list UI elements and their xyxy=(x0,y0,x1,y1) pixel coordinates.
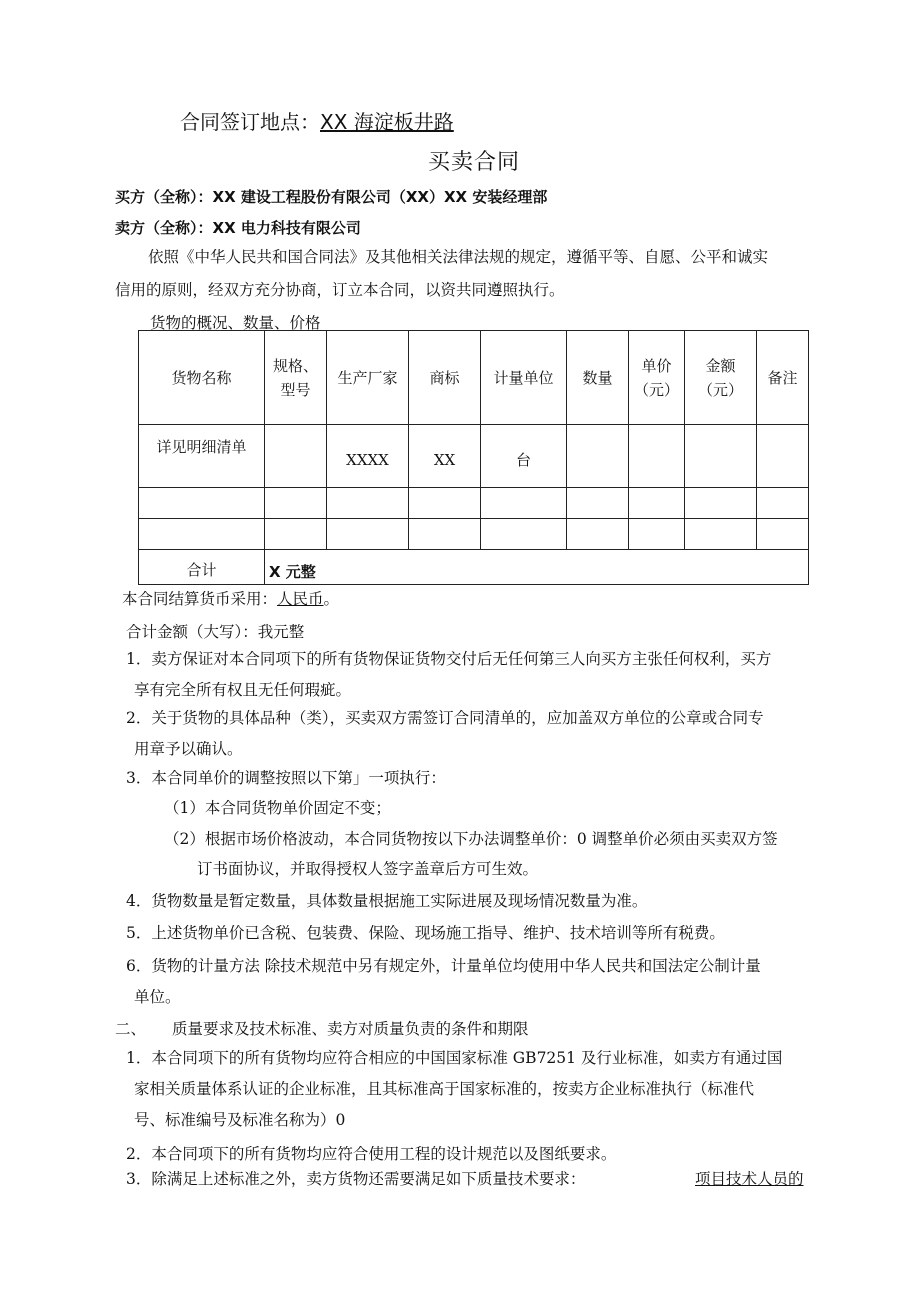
table-header-row xyxy=(139,331,809,425)
total-value: X 元整 xyxy=(265,550,809,585)
section-2-clause-1-line-2: 家相关质量体系认证的企业标准，且其标准高于国家标准的，按卖方企业标准执行（标准代 xyxy=(134,1080,755,1098)
header-unit: 计量单位 xyxy=(481,331,567,425)
cell-spec xyxy=(265,425,327,488)
table-row xyxy=(139,519,809,550)
currency-line xyxy=(122,587,339,609)
section-2-number: 二、 xyxy=(115,1020,147,1038)
table-row xyxy=(139,425,809,488)
clause-3: 3．本合同单价的调整按照以下第」一项执行： xyxy=(126,769,446,787)
cell-price xyxy=(629,425,685,488)
header-qty: 数量 xyxy=(567,331,629,425)
cell-name: 详见明细清单 xyxy=(139,425,265,488)
header-price-line-1: 单价 xyxy=(641,356,672,375)
header-amount-line-1: 金额 xyxy=(705,356,736,375)
signing-place xyxy=(180,106,454,135)
clause-1-line-1: 1．卖方保证对本合同项下的所有货物保证货物交付后无任何第三人向买方主张任何权利，买方 xyxy=(126,650,772,668)
header-name: 货物名称 xyxy=(139,331,265,425)
clause-3-option-1: （1）本合同货物单价固定不变； xyxy=(164,799,391,817)
section-2-clause-2: 2．本合同项下的所有货物均应符合使用工程的设计规范以及图纸要求。 xyxy=(126,1145,617,1163)
header-spec-line-1: 规格、 xyxy=(272,356,318,375)
header-amount-line-2: （元） xyxy=(697,380,743,399)
cell-amount xyxy=(685,425,757,488)
table-row xyxy=(139,488,809,519)
section-2-clause-3-fill: 项目技术人员的 xyxy=(695,1170,804,1188)
currency-label: 本合同结算货币采用： xyxy=(122,590,278,608)
goods-table-caption: 货物的概况、数量、价格 xyxy=(150,314,321,332)
seller-line: 卖方（全称）：XX 电力科技有限公司 xyxy=(115,219,361,237)
header-brand: 商标 xyxy=(409,331,481,425)
header-price xyxy=(629,331,685,425)
clause-3-option-2-line-1: （2）根据市场价格波动，本合同货物按以下办法调整单价：0 调整单价必须由买卖双方签 xyxy=(164,830,778,848)
clause-4: 4．货物数量是暂定数量，具体数量根据施工实际进展及现场情况数量为准。 xyxy=(126,892,648,910)
header-price-line-2: （元） xyxy=(633,380,679,399)
cell-brand: XX xyxy=(409,425,481,488)
clause-3-option-2-line-2: 订书面协议，并取得授权人签字盖章后方可生效。 xyxy=(197,860,539,878)
section-2-clause-1-line-3: 号、标准编号及标准名称为）0 xyxy=(134,1111,346,1129)
cell-remark xyxy=(757,425,809,488)
clause-6-line-2: 单位。 xyxy=(134,988,181,1006)
clause-2-line-1: 2．关于货物的具体品种（类），买卖双方需签订合同清单的，应加盖双方单位的公章或合同专 xyxy=(126,709,764,727)
signing-place-value: XX 海淀板井路 xyxy=(320,110,454,134)
buyer-line: 买方（全称）：XX 建设工程股份有限公司（XX）XX 安装经理部 xyxy=(115,188,548,206)
header-remark: 备注 xyxy=(757,331,809,425)
clause-6-line-1: 6．货物的计量方法 除技术规范中另有规定外，计量单位均使用中华人民共和国法定公制计量 xyxy=(126,957,761,975)
document-title: 买卖合同 xyxy=(428,150,521,175)
currency-value: 人民币 xyxy=(277,590,324,608)
header-amount xyxy=(685,331,757,425)
currency-suffix: 。 xyxy=(323,590,340,608)
preamble-line-2: 信用的原则，经双方充分协商，订立本合同，以资共同遵照执行。 xyxy=(115,281,565,299)
clause-1-line-2: 享有完全所有权且无任何瑕疵。 xyxy=(134,681,352,699)
cell-maker: XXXX xyxy=(327,425,409,488)
clause-5: 5．上述货物单价已含税、包装费、保险、现场施工指导、维护、技术培训等所有税费。 xyxy=(126,924,725,942)
section-2-title: 质量要求及技术标准、卖方对质量负责的条件和期限 xyxy=(172,1020,529,1038)
cell-qty xyxy=(567,425,629,488)
signing-place-label: 合同签订地点： xyxy=(180,110,320,134)
total-amount-words: 合计金额（大写）：我元整 xyxy=(126,623,305,641)
total-label: 合计 xyxy=(139,550,265,585)
header-maker: 生产厂家 xyxy=(327,331,409,425)
goods-table xyxy=(138,330,809,585)
table-total-row xyxy=(139,550,809,585)
clause-2-line-2: 用章予以确认。 xyxy=(134,740,243,758)
preamble-line-1: 依照《中华人民共和国合同法》及其他相关法律法规的规定，遵循平等、自愿、公平和诚实 xyxy=(148,248,769,266)
section-2-clause-3 xyxy=(126,1167,585,1189)
cell-unit: 台 xyxy=(481,425,567,488)
header-spec xyxy=(265,331,327,425)
section-2-clause-1-line-1: 1．本合同项下的所有货物均应符合相应的中国国家标准 GB7251 及行业标准，如卖方有通过国 xyxy=(126,1049,783,1067)
header-spec-line-2: 型号 xyxy=(280,380,311,399)
section-2-clause-3-text: 3．除满足上述标准之外，卖方货物还需要满足如下质量技术要求： xyxy=(126,1170,586,1188)
